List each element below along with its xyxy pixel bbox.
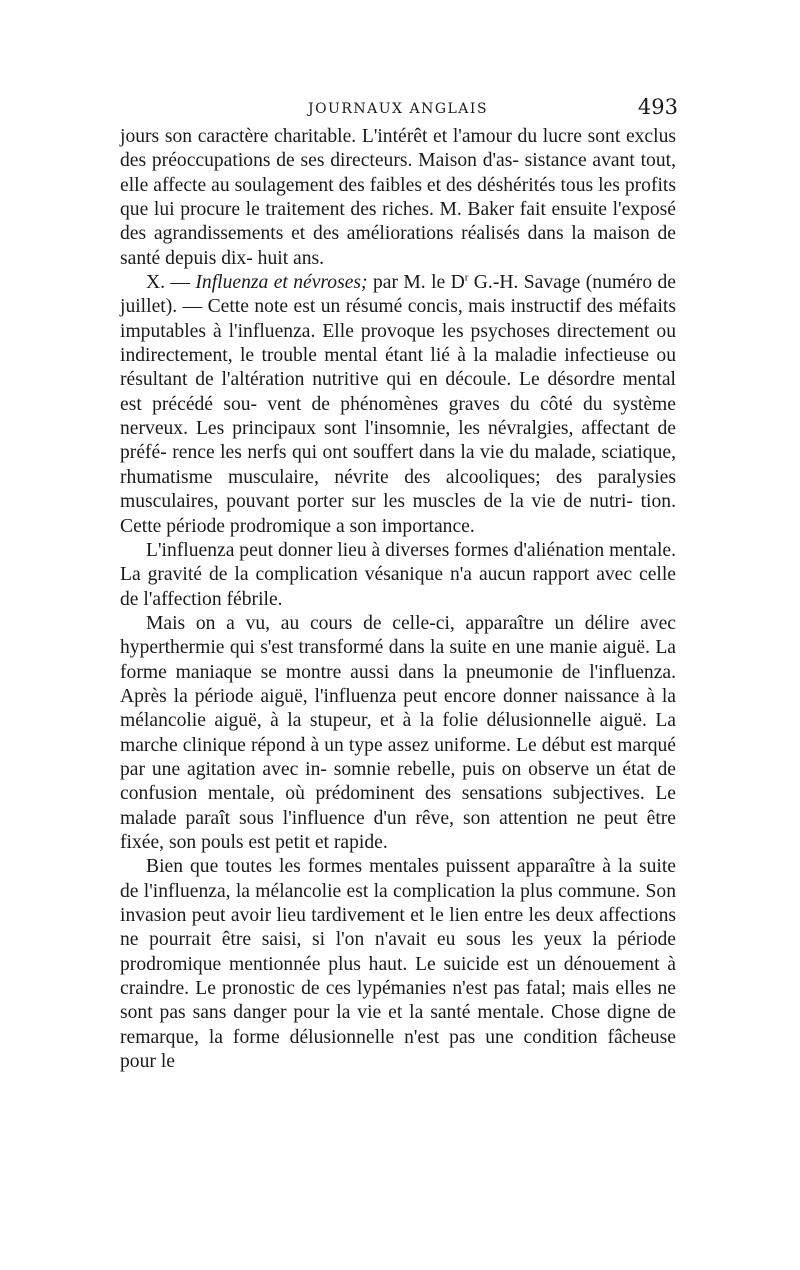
page-header bbox=[120, 95, 676, 125]
paragraph-2 bbox=[120, 271, 676, 539]
running-title: JOURNAUX ANGLAIS bbox=[307, 101, 489, 117]
article-title: Influenza et névroses; bbox=[195, 272, 368, 294]
paragraph-3: L'influenza peut donner lieu à diverses formes d'aliénation mentale. La gravité de la complication vésanique n'a aucun rapport avec celle de l'affection fébrile. bbox=[120, 539, 676, 610]
page-number: 493 bbox=[637, 95, 678, 119]
book-page bbox=[120, 95, 676, 1074]
body-text bbox=[120, 125, 676, 1074]
author-prefix: par M. le D bbox=[367, 272, 465, 294]
paragraph-1: jours son caractère charitable. L'intérêt et l'amour du lucre sont exclus des préoccupations de ses directeurs. Maison d'as- sistance avant tout, elle affecte au soulagement des faibles et des déshérités tous les profits que lui procure le traitement des riches. M. Baker fait ensuite l'exposé des agrandissements et des améliorations réalisés dans la maison de santé depuis dix- huit ans. bbox=[120, 126, 676, 269]
paragraph-2-text: G.-H. Savage (numéro de juillet). — Cette note est un résumé concis, mais instructif des méfaits imputables à l'influenza. Elle provoque les psychoses directement ou indirectement, le trouble mental étant lié à la maladie infectieuse ou résultant de l'altération nutritive qui en découle. Le désordre mental est précédé sou- vent de phénomènes graves du côté du système nerveux. Les principaux sont l'insomnie, les névralgies, affectant de préfé- rence les nerfs qui ont souffert dans la vie du malade, sciatique, rhumatisme musculaire, névrite des alcooliques; des paralysies musculaires, pouvant porter sur les muscles de la vie de nutri- tion. Cette période prodromique a son importance. bbox=[120, 272, 676, 537]
paragraph-5: Bien que toutes les formes mentales puissent apparaître à la suite de l'influenza, la mélancolie est la complication la plus commune. Son invasion peut avoir lieu tardivement et le lien entre les deux affections ne pourrait être saisi, si l'on n'avait eu sous les yeux la période prodromique mentionnée plus haut. Le suicide est un dénouement à craindre. Le pronostic de ces lypémanies n'est pas fatal; mais elles ne sont pas sans danger pour la vie et la santé mentale. Chose digne de remarque, la forme délusionnelle n'est pas une condition fâcheuse pour le bbox=[120, 856, 676, 1073]
section-label: X. — bbox=[146, 272, 196, 294]
paragraph-4: Mais on a vu, au cours de celle-ci, apparaître un délire avec hyperthermie qui s'est transformé dans la suite en une manie aiguë. La forme maniaque se montre aussi dans la pneumonie de l'influenza. Après la période aiguë, l'influenza peut encore donner naissance à la mélancolie aiguë, à la stupeur, et à la folie délusionnelle aiguë. La marche clinique répond à un type assez uniforme. Le début est marqué par une agitation avec in- somnie rebelle, puis on observe un état de confusion mentale, où prédominent des sensations subjectives. Le malade paraît sous l'influence d'un rêve, son attention ne peut être fixée, son pouls est petit et rapide. bbox=[120, 612, 676, 853]
author-superscript: r bbox=[464, 271, 469, 284]
